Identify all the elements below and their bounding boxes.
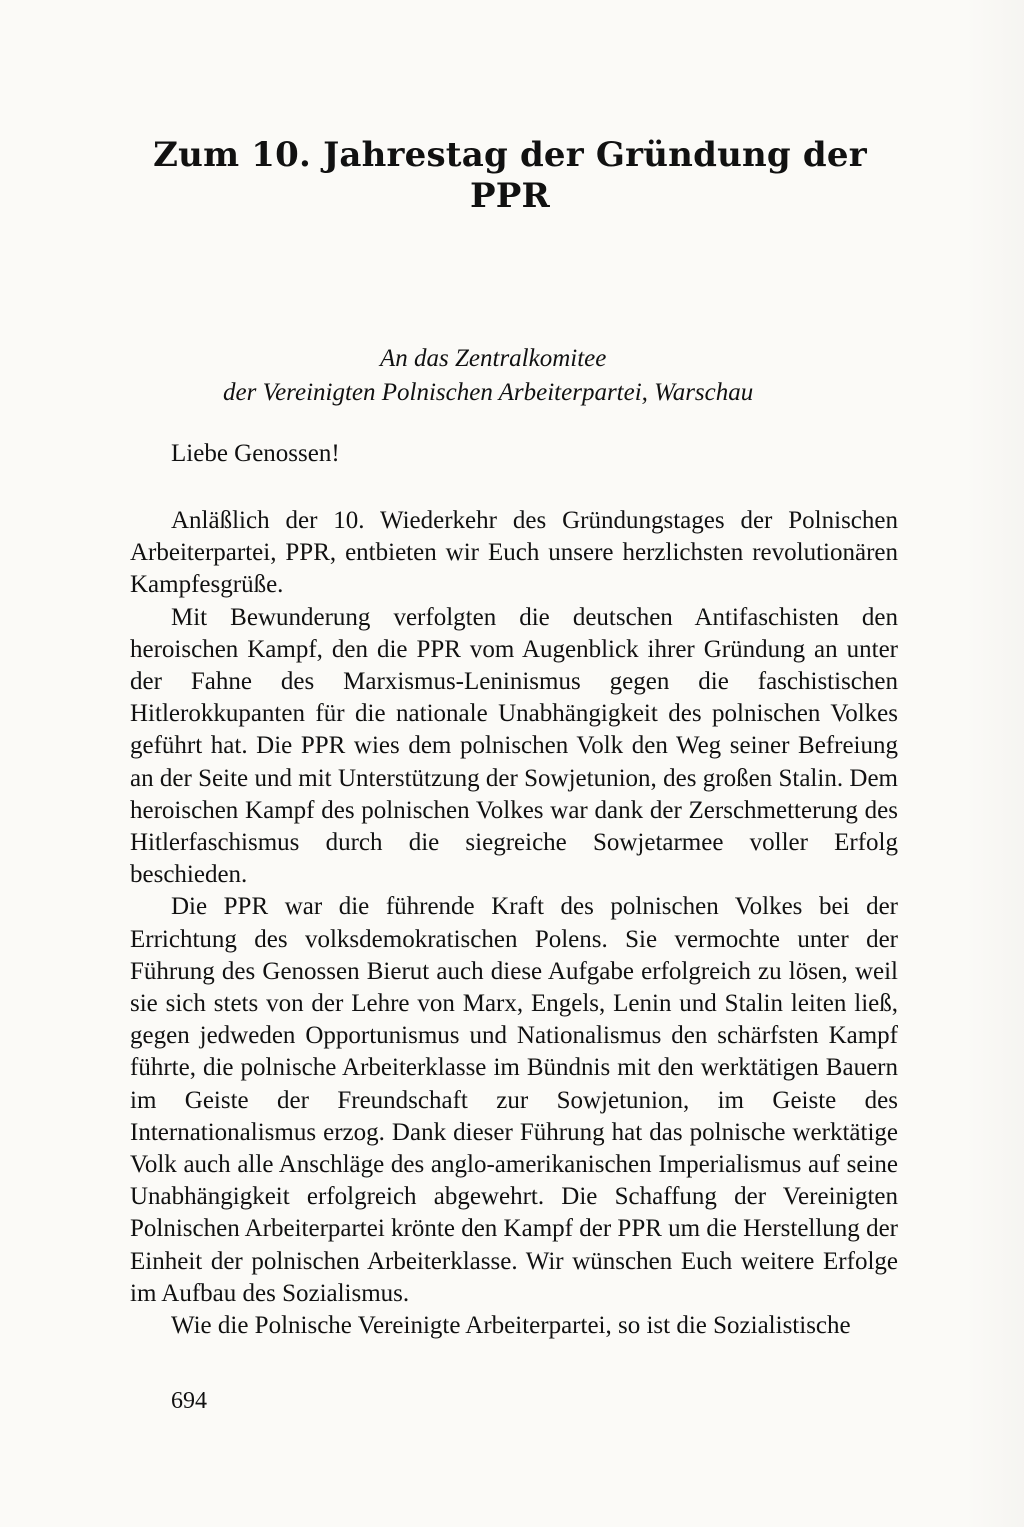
scan-edge-shadow bbox=[966, 0, 1024, 1527]
body-text bbox=[130, 505, 898, 1342]
paragraph-4: Wie die Polnische Vereinigte Arbeiterpartei, so ist die Sozialistische bbox=[171, 1312, 851, 1340]
paragraph-2: Mit Bewunderung verfolgten die deutschen Antifaschisten den heroischen Kampf, den die PPR vom Augenblick ihrer Gründung an unter der Fahne des Marxismus-Leninismus gegen die faschistischen Hitlerokkupanten für die nationale Unabhängigkeit des polnischen Volkes geführt hat. Die PPR wies dem polnischen Volk den Weg seiner Befreiung an der Seite und mit Unterstützung der Sowjetunion, des großen Stalin. Dem heroischen Kampf des polnischen Volkes war dank der Zerschmetterung des Hitlerfaschismus durch die siegreiche Sowjetarmee voller Erfolg beschieden. bbox=[130, 603, 898, 889]
page-number: 694 bbox=[171, 1388, 207, 1414]
paragraph-1: Anläßlich der 10. Wiederkehr des Gründungstages der Polnischen Arbeiterpartei, PPR, entbieten wir Euch unsere herzlichsten revolutionären Kampfesgrüße. bbox=[130, 507, 898, 599]
recipient-line-1: An das Zentralkomitee bbox=[380, 345, 607, 372]
salutation: Liebe Genossen! bbox=[171, 440, 340, 467]
recipient-line-2: der Vereinigten Polnischen Arbeiterpartei, Warschau bbox=[223, 379, 754, 406]
paragraph-3: Die PPR war die führende Kraft des polnischen Volkes bei der Errichtung des volksdemokratischen Polens. Sie vermochte unter der Führung des Genossen Bierut auch diese Aufgabe erfolgreich zu lösen, weil sie sich stets von der Lehre von Marx, Engels, Lenin und Stalin leiten ließ, gegen jedweden Opportunismus und Nationalismus den schärfsten Kampf führte, die polnische Arbeiterklasse im Bündnis mit den werktätigen Bauern im Geiste der Freundschaft zur Sowjetunion, im Geiste des Internationalismus erzog. Dank dieser Führung hat das polnische werktätige Volk auch alle Anschläge des anglo-amerikanischen Imperialismus auf seine Unabhängigkeit erfolgreich abgewehrt. Die Schaffung der Vereinigten Polnischen Arbeiterpartei krönte den Kampf der PPR um die Herstellung der Einheit der polnischen Arbeiterklasse. Wir wünschen Euch weitere Erfolge im Aufbau des Sozialismus. bbox=[130, 893, 898, 1307]
document-title: Zum 10. Jahrestag der Gründung der PPR bbox=[153, 134, 867, 216]
